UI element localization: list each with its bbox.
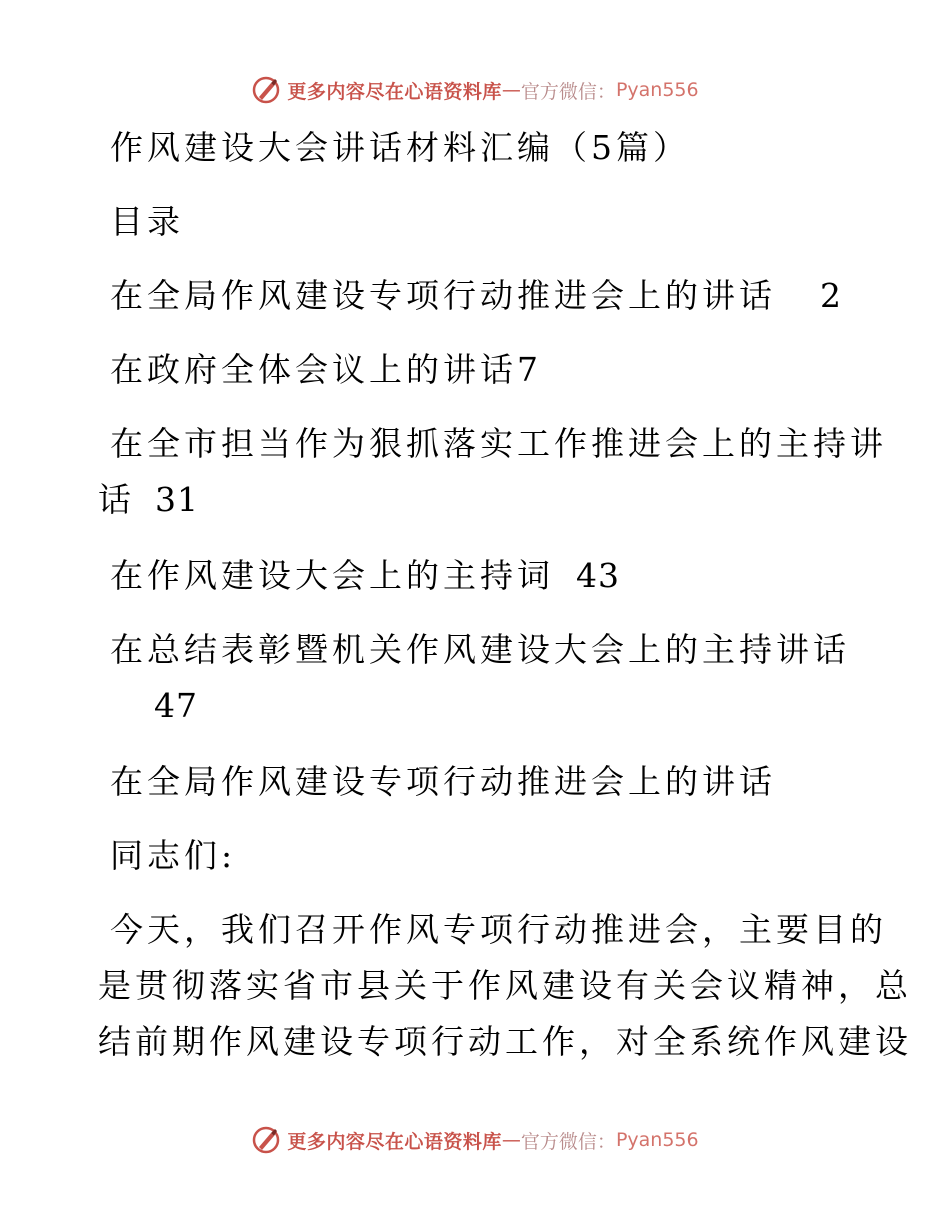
watermark-brand: 更多内容尽在心语资料库 — [287, 80, 502, 103]
toc-entry-text: 在作风建设大会上的主持词 — [110, 556, 554, 595]
paragraph-line: 是贯彻落实省市县关于作风建设有关会议精神，总 — [98, 966, 912, 1005]
toc-entry-continuation — [98, 480, 199, 520]
toc-entry — [110, 350, 539, 390]
toc-entry-page: 31 — [155, 480, 199, 519]
toc-entry — [110, 276, 842, 316]
pen-circle-icon — [251, 75, 281, 105]
pen-circle-icon — [251, 1125, 281, 1155]
toc-heading: 目录 — [110, 202, 184, 241]
paragraph-line: 结前期作风建设专项行动工作，对全系统作风建设 — [98, 1022, 912, 1061]
toc-entry-text: 在全局作风建设专项行动推进会上的讲话 — [110, 276, 776, 315]
footer-watermark — [0, 1120, 950, 1160]
watermark-wechat-id: Pyan556 — [615, 1129, 699, 1151]
toc-entry-text: 在政府全体会议上的讲话 — [110, 350, 517, 389]
section-title: 在全局作风建设专项行动推进会上的讲话 — [110, 762, 776, 801]
watermark-dash: — — [501, 79, 521, 101]
toc-entry-page: 2 — [820, 276, 842, 315]
toc-entry-page: 43 — [576, 556, 620, 595]
toc-entry-page: 47 — [154, 686, 198, 725]
watermark-brand: 更多内容尽在心语资料库 — [287, 1130, 502, 1153]
salutation: 同志们: — [110, 836, 237, 875]
paragraph-line: 今天，我们召开作风专项行动推进会，主要目的 — [110, 910, 887, 949]
toc-entry: 在全市担当作为狠抓落实工作推进会上的主持讲 — [110, 424, 887, 463]
watermark-label: 官方微信： — [520, 80, 616, 103]
toc-entry-page: 7 — [517, 350, 539, 389]
watermark-label: 官方微信： — [520, 1130, 616, 1153]
header-watermark — [0, 70, 950, 110]
toc-entry: 在总结表彰暨机关作风建设大会上的主持讲话 — [110, 630, 850, 669]
watermark-wechat-id: Pyan556 — [615, 79, 699, 101]
document-title: 作风建设大会讲话材料汇编（5篇） — [110, 128, 690, 167]
toc-entry — [110, 556, 620, 596]
watermark-dash: — — [501, 1129, 521, 1151]
toc-entry-text: 话 — [98, 480, 135, 519]
